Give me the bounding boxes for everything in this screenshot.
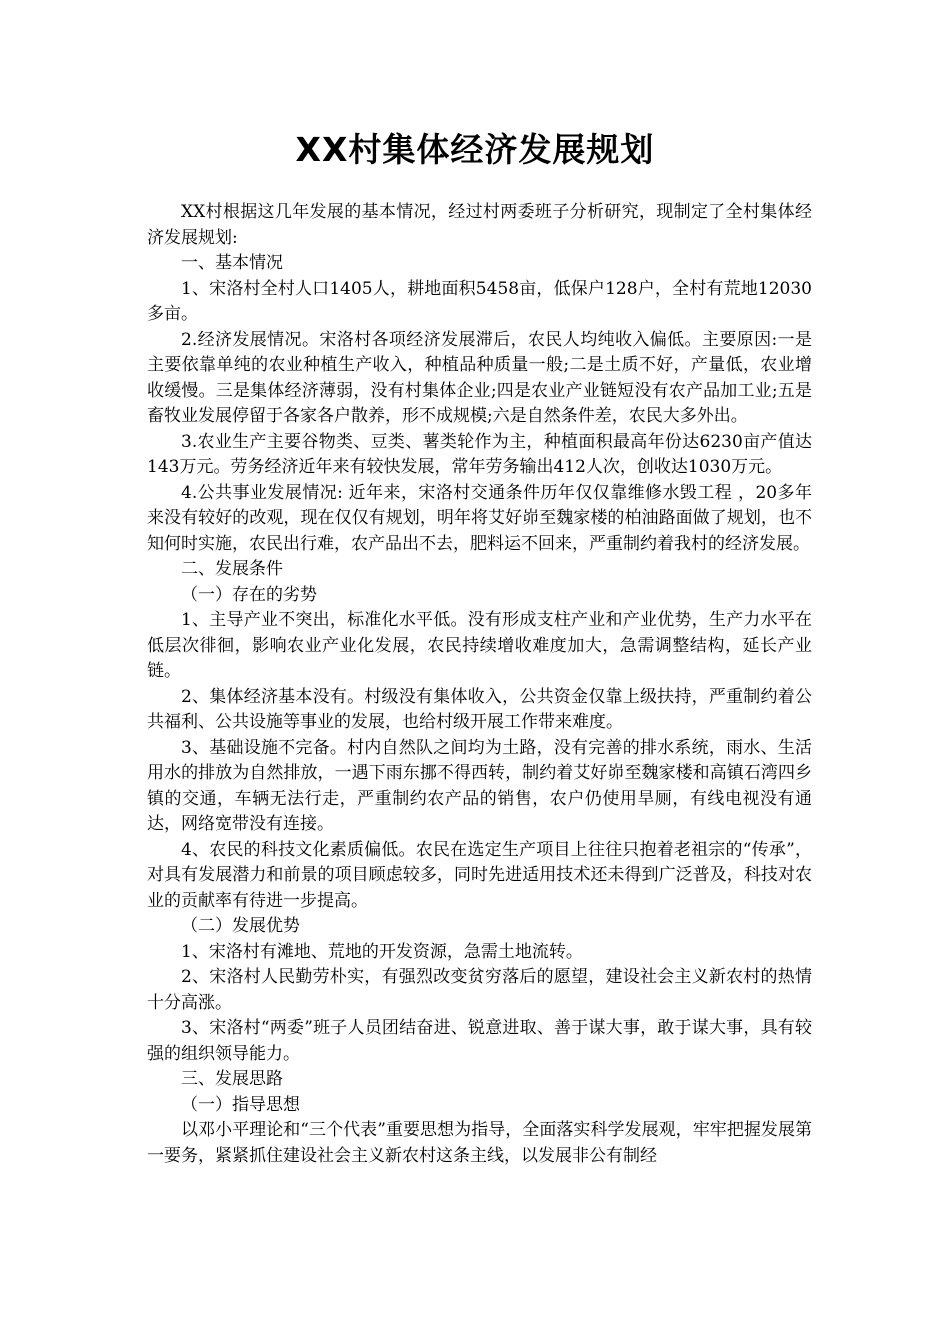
paragraph-advantage-2: 2、宋洛村人民勤劳朴实，有强烈改变贫穷落后的愿望，建设社会主义新农村的热情十分高涨。: [147, 967, 812, 1013]
paragraph-advantage-3: 3、宋洛村“两委”班子人员团结奋进、锐意进取、善于谋大事，敢于谋大事，具有较强的组织领导能力。: [147, 1018, 812, 1064]
section-heading-development-ideas: 三、发展思路: [181, 1069, 283, 1089]
paragraph-economic-situation: 2.经济发展情况。宋洛村各项经济发展滞后，农民人均纯收入偏低。主要原因:一是主要依靠单纯的农业种植生产收入，种植品种质量一般;二是土质不好，产量低，农业增收缓慢。三是集体经济薄弱，没有村集体企业;四是农业产业链短没有农产品加工业;五是畜牧业发展停留于各家各户散养，形不成规模;六是自然条件差，农民大多外出。: [147, 329, 812, 426]
document-body: [147, 200, 812, 1169]
subheading-guiding-ideology: （一）指导思想: [181, 1094, 300, 1115]
paragraph-agriculture: 3.农业生产主要谷物类、豆类、薯类轮作为主，种植面积最高年份达6230亩产值达143万元。劳务经济近年来有较快发展，常年劳务输出412人次，创收达1030万元。: [147, 431, 812, 477]
document-title: XX村集体经济发展规划: [295, 130, 655, 169]
section-heading-basic-situation: 一、基本情况: [181, 253, 283, 273]
paragraph-disadvantage-4: 4、农民的科技文化素质偏低。农民在选定生产项目上往往只抱着老祖宗的“传承”，对具有发展潜力和前景的项目顾虑较多，同时先进适用技术还未得到广泛普及，科技对农业的贡献率有待进一步提高。: [147, 839, 812, 911]
paragraph-guiding-ideology: 以邓小平理论和“三个代表”重要思想为指导，全面落实科学发展观，牢牢把握发展第一要务，紧紧抓住建设社会主义新农村这条主线，以发展非公有制经: [147, 1120, 812, 1166]
paragraph-population: 1、宋洛村全村人口1405人，耕地面积5458亩，低保户128户，全村有荒地12030多亩。: [147, 278, 812, 324]
paragraph-public-affairs: 4.公共事业发展情况: 近年来，宋洛村交通条件历年仅仅靠维修水毁工程 ，20多年来没有较好的改观，现在仅仅有规划，明年将艾好峁至魏家楼的柏油路面做了规划，也不知何时实施，农民出行难，农产品出不去，肥料运不回来，严重制约着我村的经济发展。: [147, 482, 812, 554]
section-heading-development-conditions: 二、发展条件: [181, 559, 283, 579]
subheading-advantages: （二）发展优势: [181, 916, 300, 936]
paragraph-advantage-1: 1、宋洛村有滩地、荒地的开发资源，急需土地流转。: [181, 941, 583, 962]
paragraph-disadvantage-3: 3、基础设施不完备。村内自然队之间均为土路，没有完善的排水系统，雨水、生活用水的排放为自然排放，一遇下雨东挪不得西转，制约着艾好峁至魏家楼和高镇石湾四乡镇的交通，车辆无法行走，严重制约农产品的销售，农户仍使用旱厕，有线电视没有通达，网络宽带没有连接。: [147, 737, 812, 834]
paragraph-disadvantage-1: 1、主导产业不突出，标准化水平低。没有形成支柱产业和产业优势，生产力水平在低层次徘徊，影响农业产业化发展，农民持续增收难度加大，急需调整结构，延长产业链。: [147, 610, 812, 681]
intro-paragraph: XX村根据这几年发展的基本情况，经过村两委班子分析研究，现制定了全村集体经济发展规划:: [147, 202, 812, 248]
subheading-disadvantages: （一）存在的劣势: [181, 584, 317, 605]
paragraph-disadvantage-2: 2、集体经济基本没有。村级没有集体收入，公共资金仅靠上级扶持，严重制约着公共福利、公共设施等事业的发展，也给村级开展工作带来难度。: [147, 686, 812, 732]
